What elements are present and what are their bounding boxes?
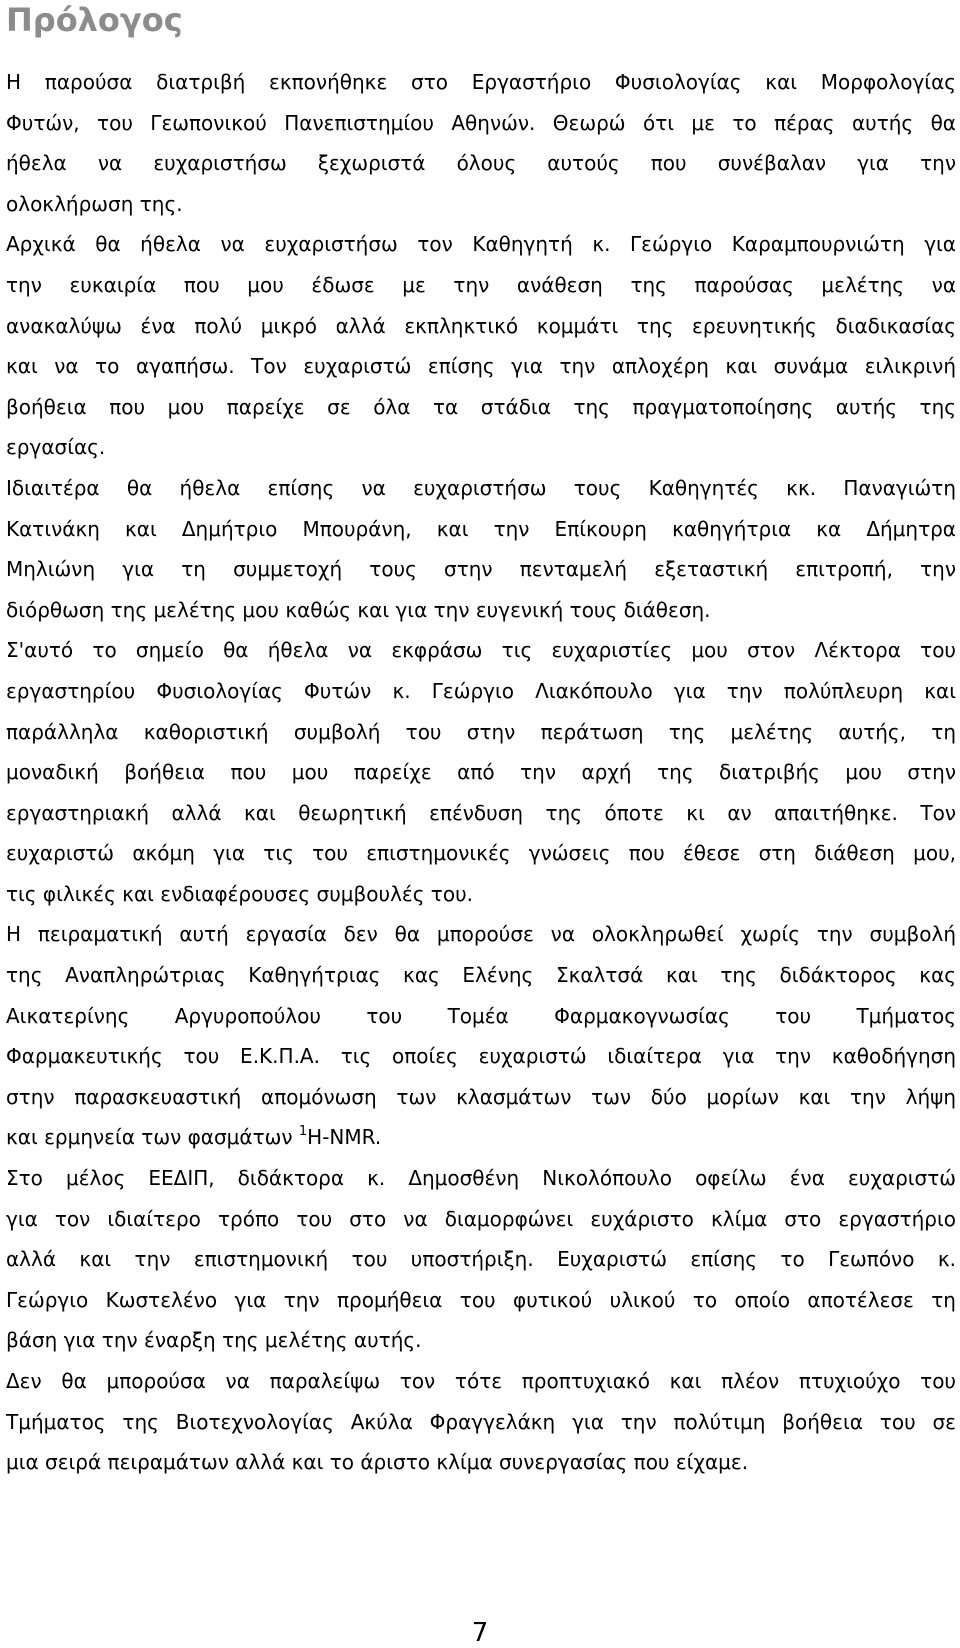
text-line: μοναδική βοήθεια που μου παρείχε από την αρχή της διατριβής μου στην [6,760,956,785]
paragraph-3 [6,468,956,630]
text-line: μια σειρά πειραμάτων αλλά και το άριστο κλίμα συνεργασίας που είχαμε. [6,1450,749,1475]
text-segment: και ερμηνεία των φασμάτων [6,1125,299,1150]
text-line: διόρθωση της μελέτης μου καθώς και για την ευγενική τους διάθεση. [6,597,711,622]
text-line: Κατινάκη και Δημήτριο Μπουράνη, και την Επίκουρη καθηγήτρια κα Δήμητρα [6,516,956,541]
paragraph-2 [6,224,956,468]
text-line: της Αναπληρώτριας Καθηγήτριας κας Ελένης Σκαλτσά και της διδάκτορος κας [6,963,956,988]
text-line: βοήθεια που μου παρείχε σε όλα τα στάδια της πραγματοποίησης αυτής της [6,394,956,419]
text-line: για τον ιδιαίτερο τρόπο του στο να διαμορφώνει ευχάριστο κλίμα στο εργαστήριο [6,1206,956,1231]
page-number: 7 [471,1618,489,1648]
paragraph-7 [6,1361,956,1483]
text-line: ήθελα να ευχαριστήσω ξεχωριστά όλους αυτούς που συνέβαλαν για την [6,151,956,176]
text-line: παράλληλα καθοριστική συμβολή του στην περάτωση της μελέτης αυτής, τη [6,719,956,744]
text-line: Δεν θα μπορούσα να παραλείψω τον τότε προπτυχιακό και πλέον πτυχιούχο του [6,1369,956,1393]
text-line: αλλά και την επιστημονική του υποστήριξη. Ευχαριστώ επίσης το Γεωπόνο κ. [6,1247,956,1272]
text-line: Στο μέλος ΕΕΔΙΠ, διδάκτορα κ. Δημοσθένη Νικολόπουλο οφείλω ένα ευχαριστώ [6,1166,956,1191]
page-heading: Πρόλογος [6,1,183,39]
text-line: Τμήματος της Βιοτεχνολογίας Ακύλα Φραγγελάκη για την πολύτιμη βοήθεια του σε [6,1409,956,1434]
paragraph-5 [6,914,956,1158]
text-line: Γεώργιο Κωστελένο για την προμήθεια του φυτικού υλικού το οποίο αποτέλεσε τη [6,1287,956,1312]
text-line: εργαστηριακή αλλά και θεωρητική επένδυση της όποτε κι αν απαιτήθηκε. Τον [6,800,956,825]
text-line: Σ'αυτό το σημείο θα ήθελα να εκφράσω τις ευχαριστίες μου στον Λέκτορα του [6,638,956,663]
paragraph-6 [6,1158,956,1361]
text-line: Μηλιώνη για τη συμμετοχή τους στην πενταμελή εξεταστική επιτροπή, την [6,557,956,582]
text-line: Η παρούσα διατριβή εκπονήθηκε στο Εργαστήριο Φυσιολογίας και Μορφολογίας [6,70,956,94]
text-line: ευχαριστώ ακόμη για τις του επιστημονικές γνώσεις που έθεσε στη διάθεση μου, [6,841,956,866]
text-line: Αρχικά θα ήθελα να ευχαριστήσω τον Καθηγητή κ. Γεώργιο Καραμπουρνιώτη για [6,232,956,257]
text-line: εργασίας. [6,435,106,460]
text-line: στην παρασκευαστική απομόνωση των κλασμάτων των δύο μορίων και την λήψη [6,1084,956,1109]
text-line: εργαστηρίου Φυσιολογίας Φυτών κ. Γεώργιο Λιακόπουλο για την πολύπλευρη και [6,678,956,703]
text-line [6,1117,956,1158]
text-line: Ιδιαιτέρα θα ήθελα επίσης να ευχαριστήσω τους Καθηγητές κκ. Παναγιώτη [6,475,956,500]
superscript-number: 1 [298,1123,308,1139]
text-segment: H-NMR. [307,1125,382,1150]
text-line: και να το αγαπήσω. Τον ευχαριστώ επίσης για την απλοχέρη και συνάμα ειλικρινή [6,354,956,379]
paragraph-1 [6,62,956,224]
text-line: Φαρμακευτικής του Ε.Κ.Π.Α. τις οποίες ευχαριστώ ιδιαίτερα για την καθοδήγηση [6,1044,956,1069]
paragraph-4 [6,630,956,914]
preface-body [6,62,956,1483]
text-line: βάση για την έναρξη της μελέτης αυτής. [6,1328,422,1353]
text-line: τις φιλικές και ενδιαφέρουσες συμβουλές του. [6,881,474,906]
text-line: Φυτών, του Γεωπονικού Πανεπιστημίου Αθηνών. Θεωρώ ότι με το πέρας αυτής θα [6,110,956,135]
text-line: Η πειραματική αυτή εργασία δεν θα μπορούσε να ολοκληρωθεί χωρίς την συμβολή [6,922,956,947]
text-line: ολοκλήρωση της. [6,191,183,216]
text-line: ανακαλύψω ένα πολύ μικρό αλλά εκπληκτικό κομμάτι της ερευνητικής διαδικασίας [6,313,956,338]
text-line: Αικατερίνης Αργυροπούλου του Τομέα Φαρμακογνωσίας του Τμήματος [6,1003,956,1028]
text-line: την ευκαιρία που μου έδωσε με την ανάθεση της παρούσας μελέτης να [6,272,956,297]
